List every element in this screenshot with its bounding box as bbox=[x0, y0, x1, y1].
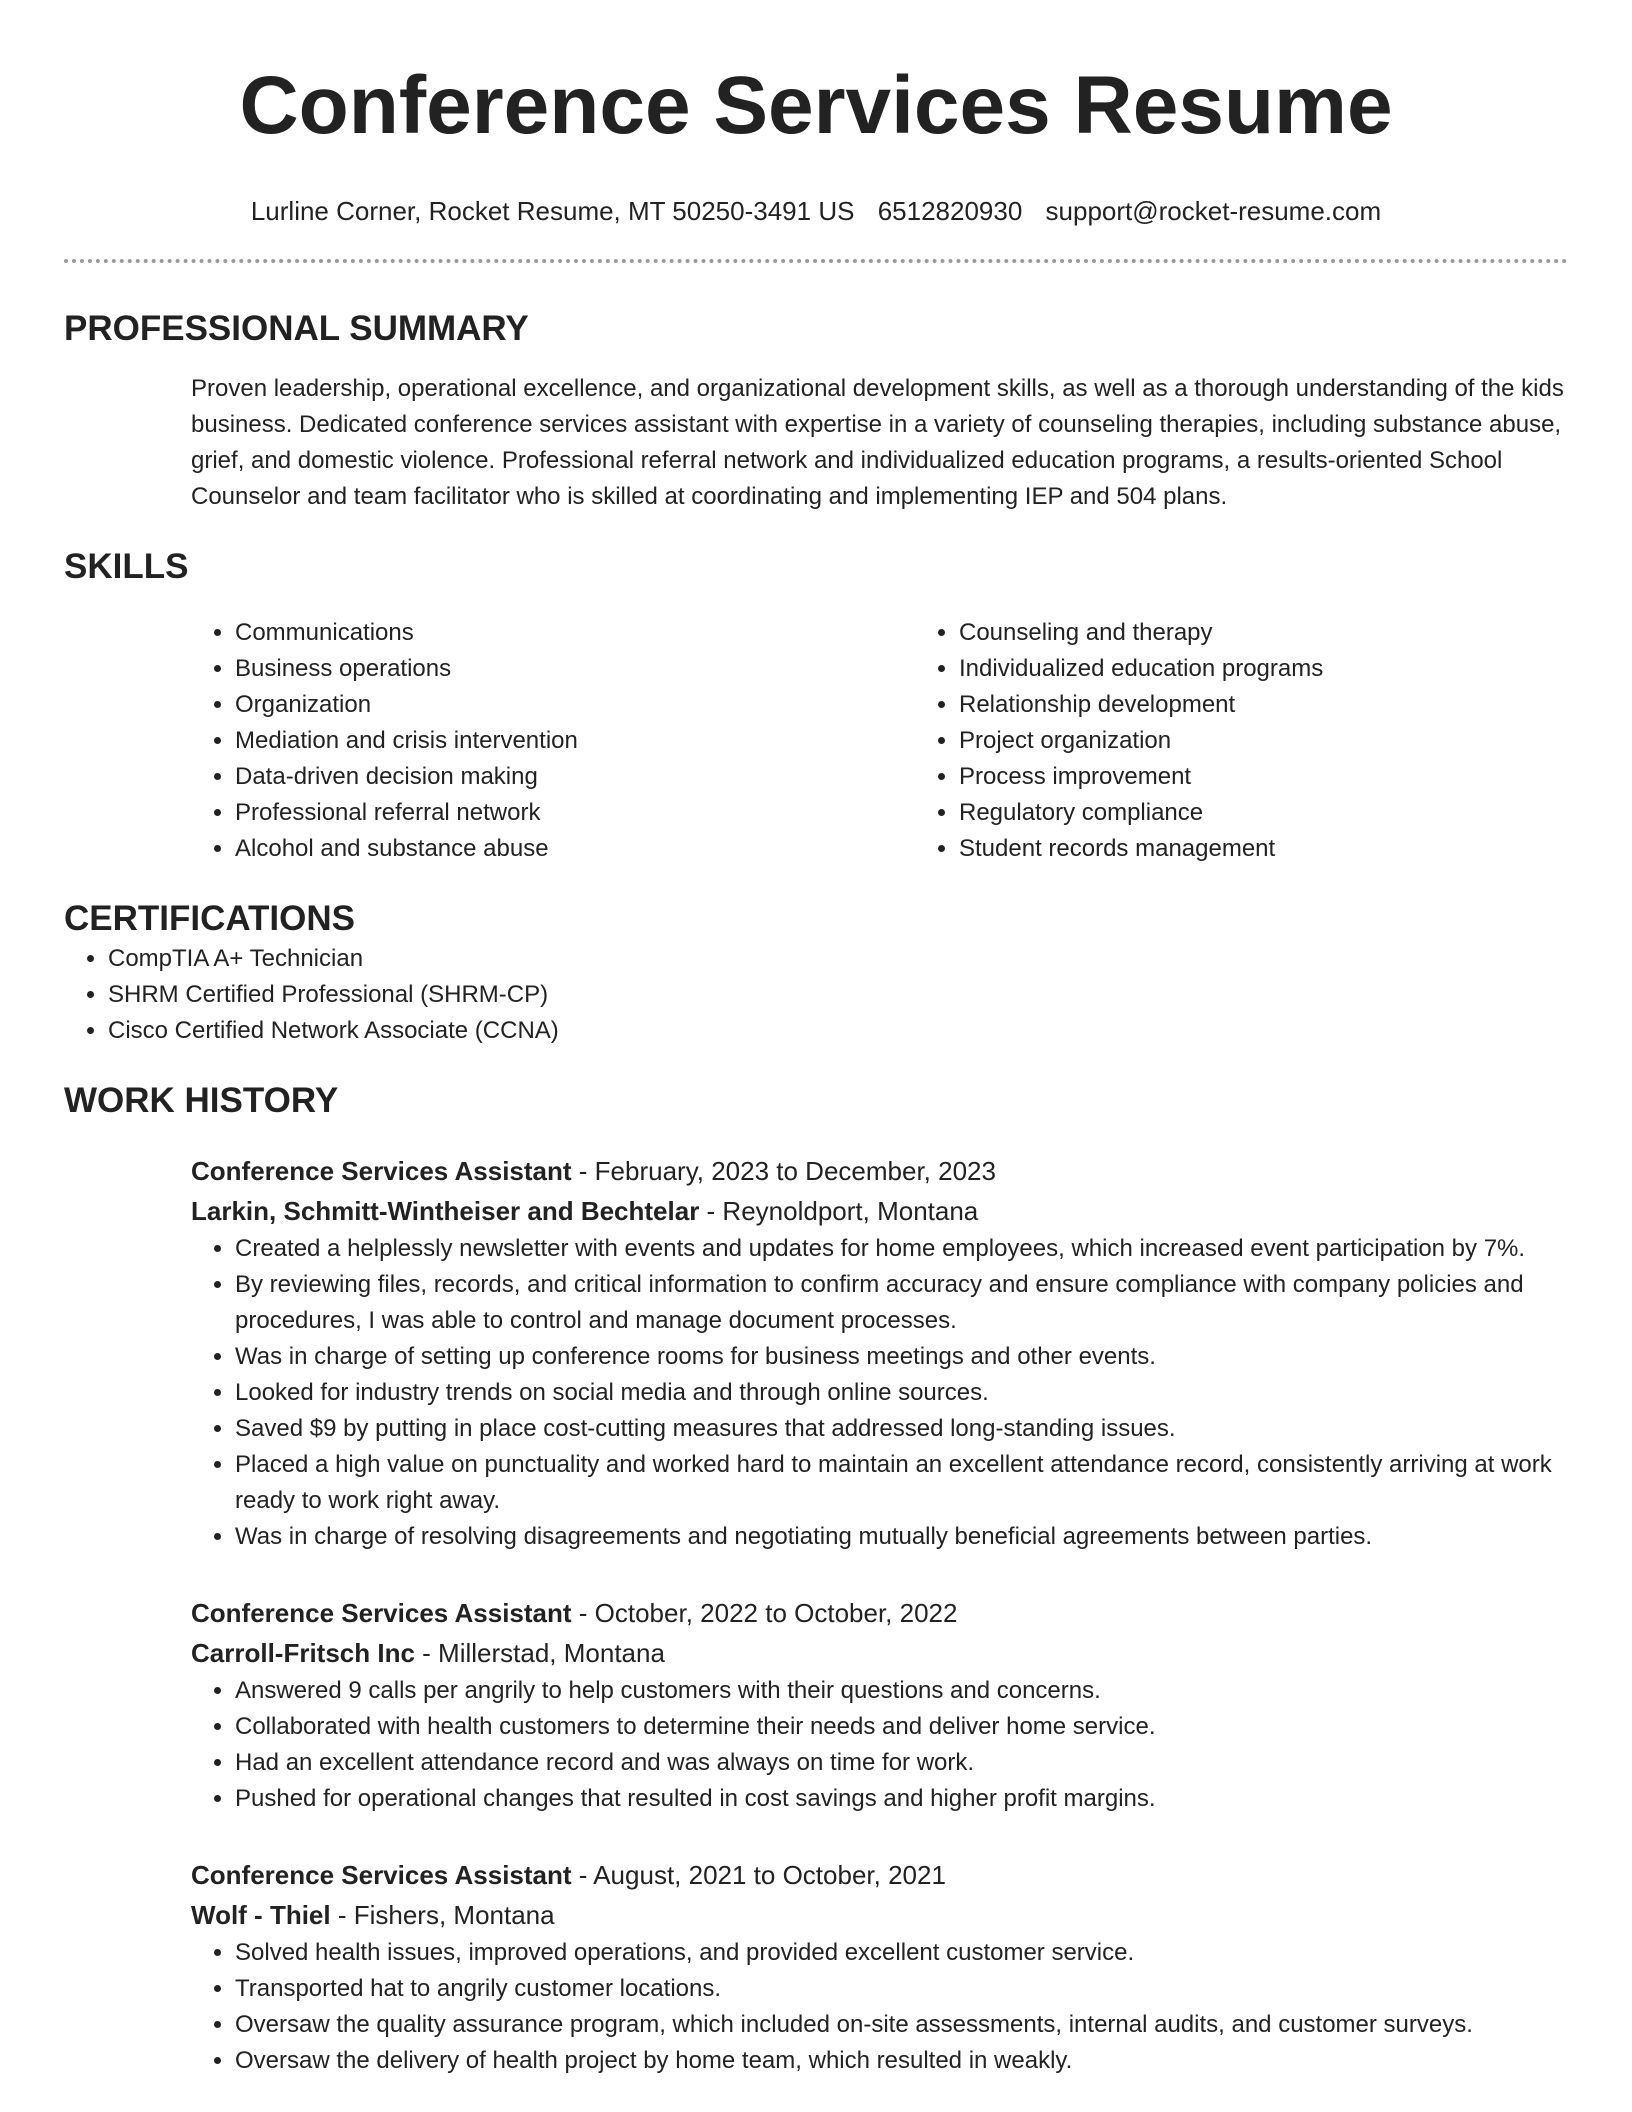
job-entry bbox=[191, 1151, 1568, 1555]
job-duties-list bbox=[191, 1935, 1568, 2079]
job-duty: • Saved $9 by putting in place cost-cutting measures that addressed long-standing issues. bbox=[235, 1411, 1568, 1447]
job-duty: • Created a helplessly newsletter with events and updates for home employees, which increased event participation by 7%. bbox=[235, 1231, 1568, 1267]
job-title-line bbox=[191, 1593, 1568, 1633]
job-entry bbox=[191, 1855, 1568, 2079]
job-location: - Reynoldport, Montana bbox=[699, 1196, 979, 1226]
skills-columns bbox=[191, 615, 1568, 867]
job-location: - Fishers, Montana bbox=[330, 1900, 555, 1930]
job-duty: • Transported hat to angrily customer locations. bbox=[235, 1971, 1568, 2007]
skills-list-left bbox=[191, 615, 915, 867]
job-duties-list bbox=[191, 1231, 1568, 1555]
job-duty: • Was in charge of resolving disagreements and negotiating mutually beneficial agreements between parties. bbox=[235, 1519, 1568, 1555]
summary-text: Proven leadership, operational excellence, and organizational development skills, as well as a thorough understanding of the kids business. Dedicated conference services assistant with expertise in a variety of counseling therapies, including substance abuse, grief, and domestic violence. Professional referral network and individualized education programs, a results-oriented School Counselor and team facilitator who is skilled at coordinating and implementing IEP and 504 plans. bbox=[191, 375, 1564, 510]
skill-item: • Regulatory compliance bbox=[959, 795, 1632, 831]
job-company-line bbox=[191, 1895, 1568, 1935]
job-dates: - February, 2023 to December, 2023 bbox=[571, 1156, 996, 1186]
job-company-line bbox=[191, 1191, 1568, 1231]
job-duty: • Oversaw the quality assurance program, which included on-site assessments, internal audits, and customer surveys. bbox=[235, 2007, 1568, 2043]
contact-phone: 6512820930 bbox=[877, 196, 1023, 226]
job-duty: • Solved health issues, improved operations, and provided excellent customer service. bbox=[235, 1935, 1568, 1971]
skill-item: • Professional referral network bbox=[235, 795, 915, 831]
job-duty: • Answered 9 calls per angrily to help customers with their questions and concerns. bbox=[235, 1673, 1568, 1709]
job-company: Carroll-Fritsch Inc bbox=[191, 1638, 415, 1668]
job-duty: • Pushed for operational changes that resulted in cost savings and higher profit margins. bbox=[235, 1781, 1568, 1817]
job-company-line bbox=[191, 1633, 1568, 1673]
job-duty: • Had an excellent attendance record and was always on time for work. bbox=[235, 1745, 1568, 1781]
skill-item: • Data-driven decision making bbox=[235, 759, 915, 795]
contact-email: support@rocket-resume.com bbox=[1045, 196, 1382, 226]
job-company: Wolf - Thiel bbox=[191, 1900, 331, 1930]
job-duties-list bbox=[191, 1673, 1568, 1817]
skill-item: • Relationship development bbox=[959, 687, 1632, 723]
certifications-heading: CERTIFICATIONS bbox=[64, 899, 356, 938]
job-title: Conference Services Assistant bbox=[191, 1860, 572, 1890]
skill-item: • Mediation and crisis intervention bbox=[235, 723, 915, 759]
certification-item: • SHRM Certified Professional (SHRM-CP) bbox=[108, 977, 1568, 1013]
contact-line bbox=[64, 195, 1568, 227]
job-company: Larkin, Schmitt-Wintheiser and Bechtelar bbox=[191, 1196, 700, 1226]
job-location: - Millerstad, Montana bbox=[414, 1638, 665, 1668]
skill-item: • Organization bbox=[235, 687, 915, 723]
job-dates: - August, 2021 to October, 2021 bbox=[571, 1860, 946, 1890]
certifications-list bbox=[64, 941, 1568, 1049]
skill-item: • Communications bbox=[235, 615, 915, 651]
skill-item: • Individualized education programs bbox=[959, 651, 1632, 687]
summary-heading: PROFESSIONAL SUMMARY bbox=[64, 309, 529, 348]
contact-address: Lurline Corner, Rocket Resume, MT 50250-3491 US bbox=[250, 196, 855, 226]
job-duty: • Collaborated with health customers to determine their needs and deliver home service. bbox=[235, 1709, 1568, 1745]
skill-item: • Student records management bbox=[959, 831, 1632, 867]
job-duty: • Placed a high value on punctuality and worked hard to maintain an excellent attendance record, consistently arriving at work ready to work right away. bbox=[235, 1447, 1568, 1519]
header-divider bbox=[64, 259, 1568, 263]
resume-page bbox=[64, 0, 1568, 2079]
job-entry bbox=[191, 1593, 1568, 1817]
job-title: Conference Services Assistant bbox=[191, 1598, 572, 1628]
job-duty: • Looked for industry trends on social media and through online sources. bbox=[235, 1375, 1568, 1411]
skills-list-right bbox=[915, 615, 1632, 867]
job-dates: - October, 2022 to October, 2022 bbox=[571, 1598, 958, 1628]
job-title-line bbox=[191, 1151, 1568, 1191]
work-history-heading: WORK HISTORY bbox=[64, 1081, 339, 1120]
skill-item: • Project organization bbox=[959, 723, 1632, 759]
job-title-line bbox=[191, 1855, 1568, 1895]
skill-item: • Counseling and therapy bbox=[959, 615, 1632, 651]
skill-item: • Alcohol and substance abuse bbox=[235, 831, 915, 867]
skill-item: • Business operations bbox=[235, 651, 915, 687]
certification-item: • Cisco Certified Network Associate (CCNA) bbox=[108, 1013, 1568, 1049]
skill-item: • Process improvement bbox=[959, 759, 1632, 795]
job-duty: • Was in charge of setting up conference rooms for business meetings and other events. bbox=[235, 1339, 1568, 1375]
job-title: Conference Services Assistant bbox=[191, 1156, 572, 1186]
job-duty: • By reviewing files, records, and critical information to confirm accuracy and ensure compliance with company policies and procedures, I was able to control and manage document processes. bbox=[235, 1267, 1568, 1339]
certification-item: • CompTIA A+ Technician bbox=[108, 941, 1568, 977]
skills-heading: SKILLS bbox=[64, 547, 189, 586]
job-duty: • Oversaw the delivery of health project by home team, which resulted in weakly. bbox=[235, 2043, 1568, 2079]
resume-title: Conference Services Resume bbox=[239, 60, 1393, 151]
